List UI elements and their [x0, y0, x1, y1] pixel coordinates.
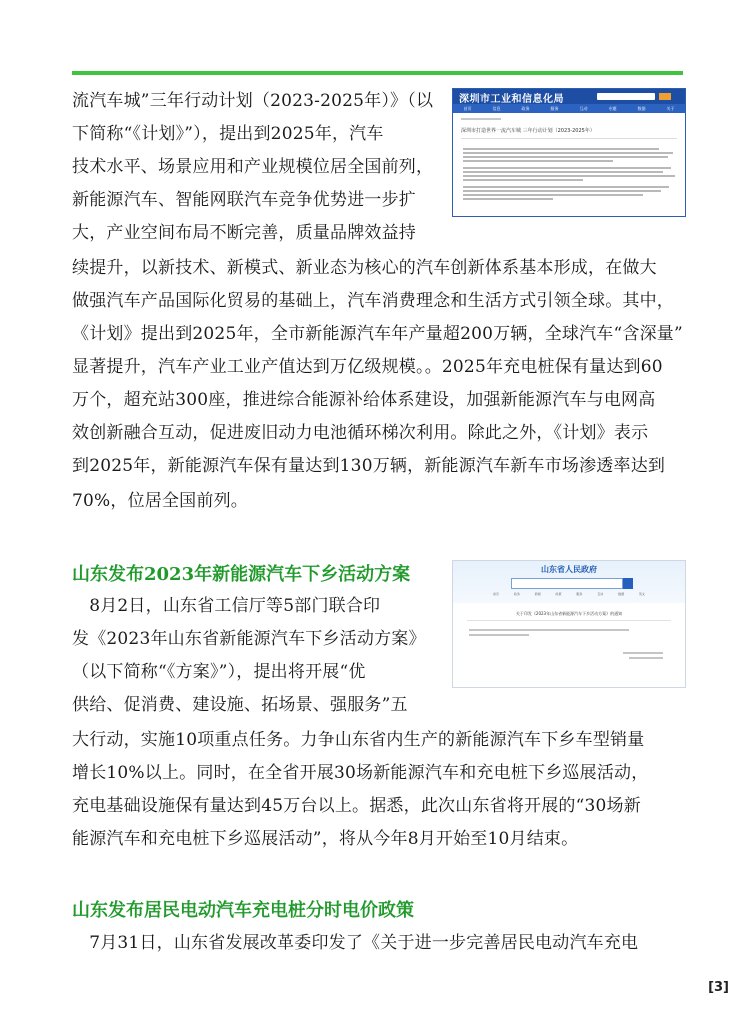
section2-line: 8月2日，山东省工信厅等5部门联合印: [72, 596, 381, 616]
shot2-link: 政务: [513, 592, 520, 596]
shot1-header: [453, 89, 685, 104]
shot2-search-box: [511, 578, 623, 589]
shot1-nav-item: 互动: [579, 105, 588, 111]
section2-line: 充电基础设施保有量达到45万台以上。据悉，此次山东省将开展的“30场新: [72, 796, 641, 816]
shot2-search-button: [623, 578, 633, 589]
shot1-text-line: [463, 156, 668, 158]
shot1-text-line: [463, 179, 583, 181]
shot2-link: 互动: [597, 592, 604, 596]
section1-line: 下简称“《计划》”），提出到2025年，汽车: [72, 124, 384, 144]
section1-line: 到2025年，新能源汽车保有量达到130万辆，新能源汽车新车市场渗透率达到: [72, 456, 666, 476]
section1-line: 万个，超充站300座，推进综合能源补给体系建设，加强新能源汽车与电网高: [72, 390, 656, 410]
shot2-link: 政策: [555, 592, 562, 596]
shot1-nav-item: 关于: [666, 105, 675, 111]
shot2-link: 英文: [638, 592, 645, 596]
shot1-nav-item: 数据: [637, 105, 646, 111]
shenzhen-bureau-screenshot: [452, 88, 686, 217]
section2-line: 增长10%以上。同时，在全省开展30场新能源汽车和充电桩下乡巡展活动，: [72, 763, 649, 783]
shot2-text-line: [469, 629, 629, 631]
shot1-search-box: [597, 93, 655, 100]
shot2-quick-links: [493, 592, 645, 596]
shot2-link: 新闻: [534, 592, 541, 596]
shot2-text-line: [623, 652, 663, 654]
shot1-text-line: [463, 186, 669, 188]
section1-line: 新能源汽车、智能网联汽车竞争优势进一步扩: [72, 190, 416, 210]
shot2-text-line: [469, 634, 529, 636]
shot1-text-line: [463, 194, 643, 196]
shot1-text-line: [463, 152, 673, 154]
section2-heading: 山东发布2023年新能源汽车下乡活动方案: [72, 564, 411, 585]
section1-line: 《计划》提出到2025年，全市新能源汽车年产量超200万辆，全球汽车“含深量”: [72, 324, 683, 344]
shot1-text-line: [463, 167, 671, 169]
shot1-text-line: [463, 171, 663, 173]
shot1-text-line: [463, 175, 675, 177]
section3-heading: 山东发布居民电动汽车充电桩分时电价政策: [72, 900, 414, 921]
section2-line: 大行动，实施10项重点任务。力争山东省内生产的新能源汽车下乡车型销量: [72, 730, 645, 750]
shot1-text-line: [463, 198, 553, 200]
shot2-divider: [467, 620, 671, 621]
section1-line: 续提升，以新技术、新模式、新业态为核心的汽车创新体系基本形成，在做大: [72, 258, 657, 278]
shot2-header: [453, 561, 685, 603]
section1-line: 技术水平、场景应用和产业规模位居全国前列，: [72, 157, 434, 177]
shot1-site-title: 深圳市工业和信息化局: [459, 94, 564, 105]
shot2-link: 数据: [618, 592, 625, 596]
shot1-search-button: [659, 93, 671, 100]
shot1-nav-item: 服务: [550, 105, 559, 111]
section1-line: 流汽车城”三年行动计划（2023-2025年）》（以: [72, 91, 434, 111]
shot1-nav: [453, 104, 685, 113]
shot1-breadcrumb: [461, 118, 501, 120]
shandong-government-screenshot: [452, 560, 686, 688]
shot1-text-line: [463, 190, 661, 192]
section2-line: 能源汽车和充电桩下乡巡展活动”，将从今年8月开始至10月结束。: [72, 829, 579, 849]
shot2-site-title: 山东省人民政府: [541, 565, 597, 574]
shot2-doc-title: 关于印发《2023年山东省新能源汽车下乡活动方案》的通知: [515, 611, 623, 616]
top-accent-bar: [72, 71, 683, 75]
page-number: [3]: [708, 980, 729, 995]
shot1-nav-item: 专题: [608, 105, 617, 111]
section1-line: 70%，位居全国前列。: [72, 491, 248, 511]
section2-line: 发《2023年山东省新能源汽车下乡活动方案》: [72, 629, 426, 649]
shot1-nav-item: 政务: [521, 105, 530, 111]
section2-line: （以下简称“《方案》”），提出将开展“优: [72, 662, 366, 682]
shot2-link: 首页: [493, 592, 500, 596]
section1-line: 大，产业空间布局不断完善，质量品牌效益持: [72, 223, 416, 243]
shot1-doc-title: 深圳市打造世界一流汽车城 三年行动计划（2023-2025年）: [461, 128, 595, 134]
shot1-divider: [461, 138, 677, 139]
section1-line: 显著提升，汽车产业工业产值达到万亿级规模。。2025年充电桩保有量达到60: [72, 357, 663, 377]
shot2-link: 服务: [576, 592, 583, 596]
shot1-text-line: [463, 148, 659, 150]
shot1-text-line: [463, 160, 613, 162]
section1-line: 做强汽车产品国际化贸易的基础上，汽车消费理念和生活方式引领全球。其中，: [72, 291, 674, 311]
section1-line: 效创新融合互动，促进废旧动力电池循环梯次利用。除此之外，《计划》表示: [72, 423, 649, 443]
shot1-nav-item: 首页: [463, 105, 472, 111]
shot1-nav-item: 信息: [492, 105, 501, 111]
section2-line: 供给、促消费、建设施、拓场景、强服务”五: [72, 695, 408, 715]
shot2-text-line: [629, 657, 663, 659]
section3-line: 7月31日，山东省发展改革委印发了《关于进一步完善居民电动汽车充电: [72, 933, 639, 953]
